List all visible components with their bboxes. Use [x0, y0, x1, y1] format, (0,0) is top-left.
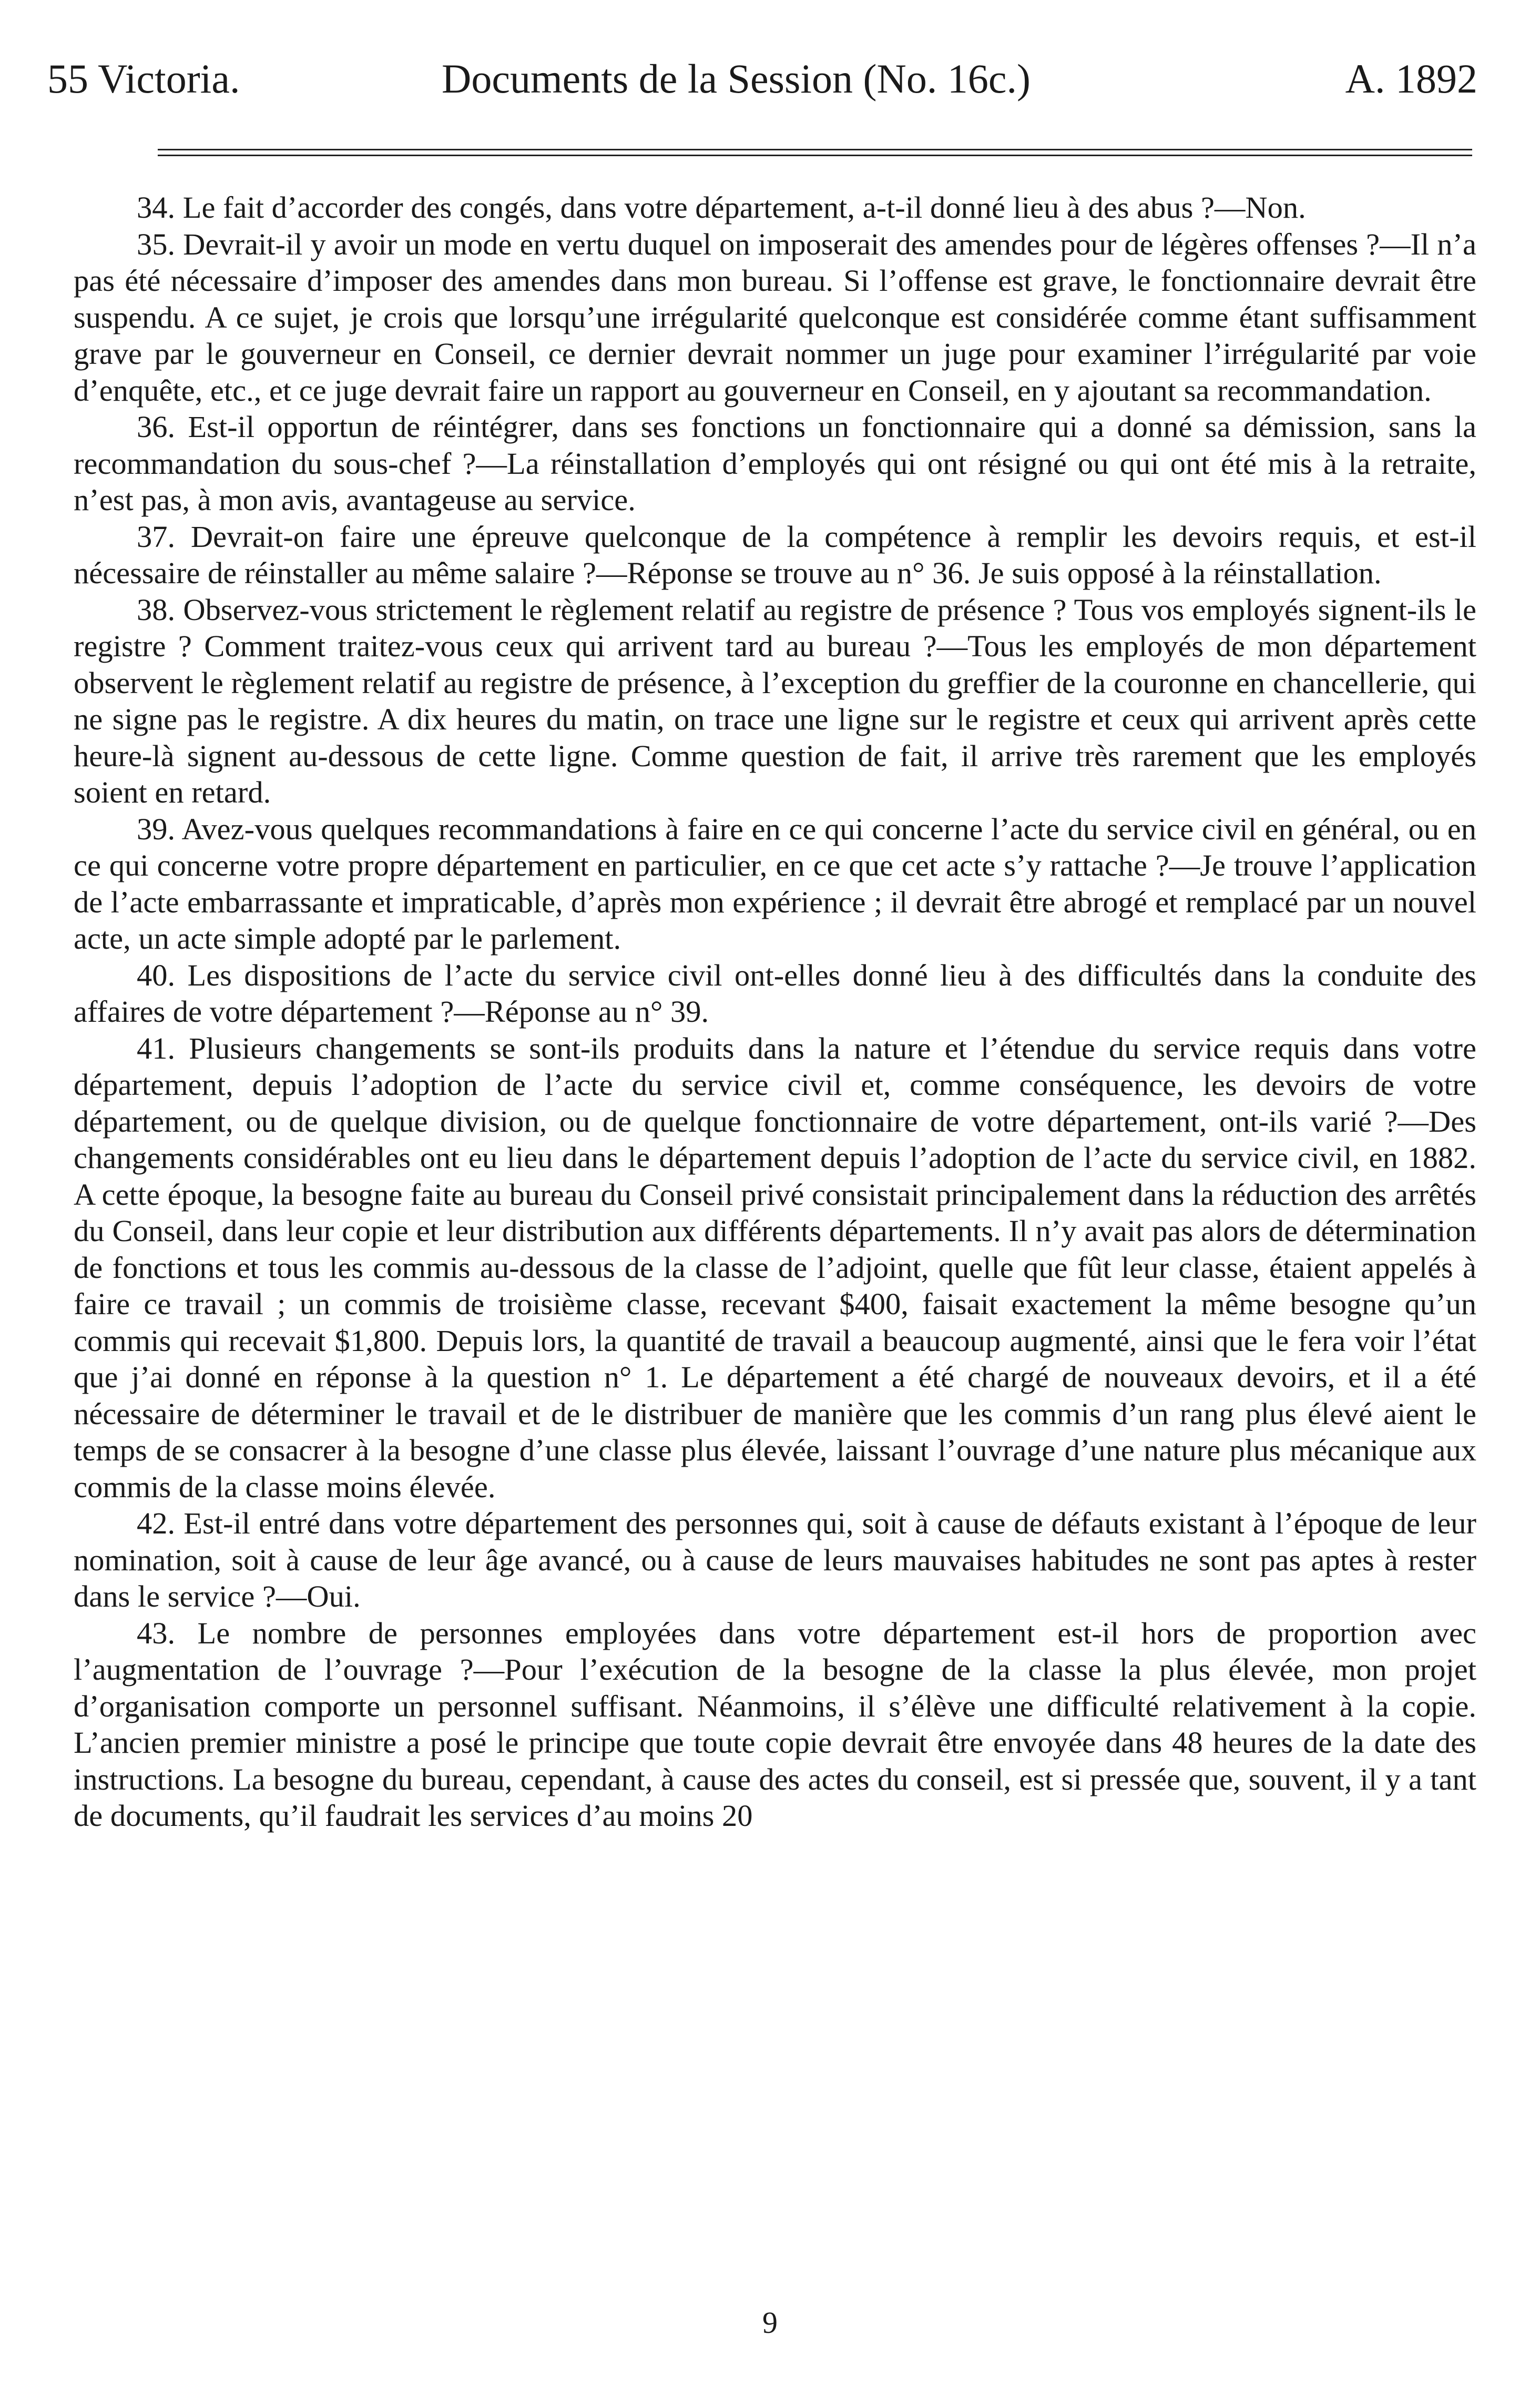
running-header — [47, 50, 1477, 108]
paragraph-q42: 42. Est-il entré dans votre département des personnes qui, soit à cause de défauts existant à l’époque de leur nomination, soit à cause de leur âge avancé, ou à cause de leurs mauvaises habitudes ne sont pas aptes à rester dans le service ?—Oui. — [74, 1506, 1476, 1613]
paragraph-q39: 39. Avez-vous quelques recommandations à faire en ce qui concerne l’acte du service civil en général, ou en ce qui concerne votre propre département en particulier, en ce que cet acte s’y rattache ?—Je trouve l’application de l’acte embarrassante et impraticable, d’après mon expérience ; il devrait être abrogé et remplacé par un nouvel acte, un acte simple adopté par le parlement. — [74, 811, 1476, 956]
body-text — [74, 189, 1476, 1834]
header-year: A. 1892 — [1345, 56, 1477, 101]
paragraph-q40: 40. Les dispositions de l’acte du service civil ont-elles donné lieu à des difficultés dans la conduite des affaires de votre département ?—Réponse au n° 39. — [74, 958, 1476, 1029]
paragraph-q36: 36. Est-il opportun de réintégrer, dans ses fonctions un fonctionnaire qui a donné sa démission, sans la recommandation du sous-chef ?—La réinstallation d’employés qui ont résigné ou qui ont été mis à la retraite, n’est pas, à mon avis, avantageuse au service. — [74, 410, 1476, 517]
paragraph-q34: 34. Le fait d’accorder des congés, dans votre département, a-t-il donné lieu à des abus ?—Non. — [137, 190, 1306, 225]
header-rule-bottom — [158, 155, 1472, 156]
header-title: Documents de la Session (No. 16c.) — [442, 56, 1031, 101]
paragraph-q35: 35. Devrait-il y avoir un mode en vertu duquel on imposerait des amendes pour de légères offenses ?—Il n’a pas été nécessaire d’imposer des amendes dans mon bureau. Si l’offense est grave, le fonctionnaire devrait être suspendu. A ce sujet, je crois que lorsqu’une irrégularité quelconque est considérée comme étant suffisamment grave par le gouverneur en Conseil, ce dernier devrait nommer un juge pour examiner l’irrégularité par voie d’enquête, etc., et ce juge devrait faire un rapport au gouverneur en Conseil, en y ajoutant sa recommandation. — [74, 227, 1476, 408]
paragraph-q37: 37. Devrait-on faire une épreuve quelconque de la compétence à remplir les devoirs requis, et est-il nécessaire de réinstaller au même salaire ?—Réponse se trouve au n° 36. Je suis opposé à la réinstallation. — [74, 519, 1476, 590]
paragraph-q38: 38. Observez-vous strictement le règlement relatif au registre de présence ? Tous vos employés signent-ils le registre ? Comment traitez-vous ceux qui arrivent tard au bureau ?—Tous les employés de mon département observent le règlement relatif au registre de présence, à l’exception du greffier de la couronne en chancellerie, qui ne signe pas le registre. A dix heures du matin, on trace une ligne sur le registre et ceux qui arrivent après cette heure-là signent au-dessous de cette ligne. Comme question de fait, il arrive très rarement que les employés soient en retard. — [74, 592, 1476, 809]
paragraph-q41: 41. Plusieurs changements se sont-ils produits dans la nature et l’étendue du service requis dans votre département, depuis l’adoption de l’acte du service civil et, comme conséquence, les devoirs de votre département, ou de quelque division, ou de quelque fonctionnaire de votre département, ont-ils varié ?—Des changements considérables ont eu lieu dans le département depuis l’adoption de l’acte du service civil, en 1882. A cette époque, la besogne faite au bureau du Conseil privé consistait principalement dans la réduction des arrêtés du Conseil, dans leur copie et leur distribution aux différents départements. Il n’y avait pas alors de détermination de fonctions et tous les commis au-dessous de la classe de l’adjoint, quelle que fût leur classe, étaient appelés à faire ce travail ; un commis de troisième classe, recevant $400, faisait exactement la même besogne qu’un commis qui recevait $1,800. Depuis lors, la quantité de travail a beaucoup augmenté, ainsi que le fera voir l’état que j’ai donné en réponse à la question n° 1. Le département a été chargé de nouveaux devoirs, et il a été nécessaire de déterminer le travail et de le distribuer de manière que les commis d’un rang plus élevé aient le temps de se consacrer à la besogne d’une classe plus élevée, laissant l’ouvrage d’une nature plus mécanique aux commis de la classe moins élevée. — [74, 1031, 1476, 1504]
header-regnal-year: 55 Victoria. — [47, 56, 240, 101]
header-rule-top — [158, 149, 1472, 150]
paragraph-q43: 43. Le nombre de personnes employées dans votre département est-il hors de proportion avec l’augmentation de l’ouvrage ?—Pour l’exécution de la besogne de la classe la plus élevée, mon projet d’organisation comporte un personnel suffisant. Néanmoins, il s’élève une difficulté relativement à la copie. L’ancien premier ministre a posé le principe que toute copie devrait être envoyée dans 48 heures de la date des instructions. La besogne du bureau, cependant, à cause des actes du conseil, est si pressée que, souvent, il y a tant de documents, qu’il faudrait les services d’au moins 20 — [74, 1616, 1476, 1833]
page-number: 9 — [762, 2305, 778, 2340]
